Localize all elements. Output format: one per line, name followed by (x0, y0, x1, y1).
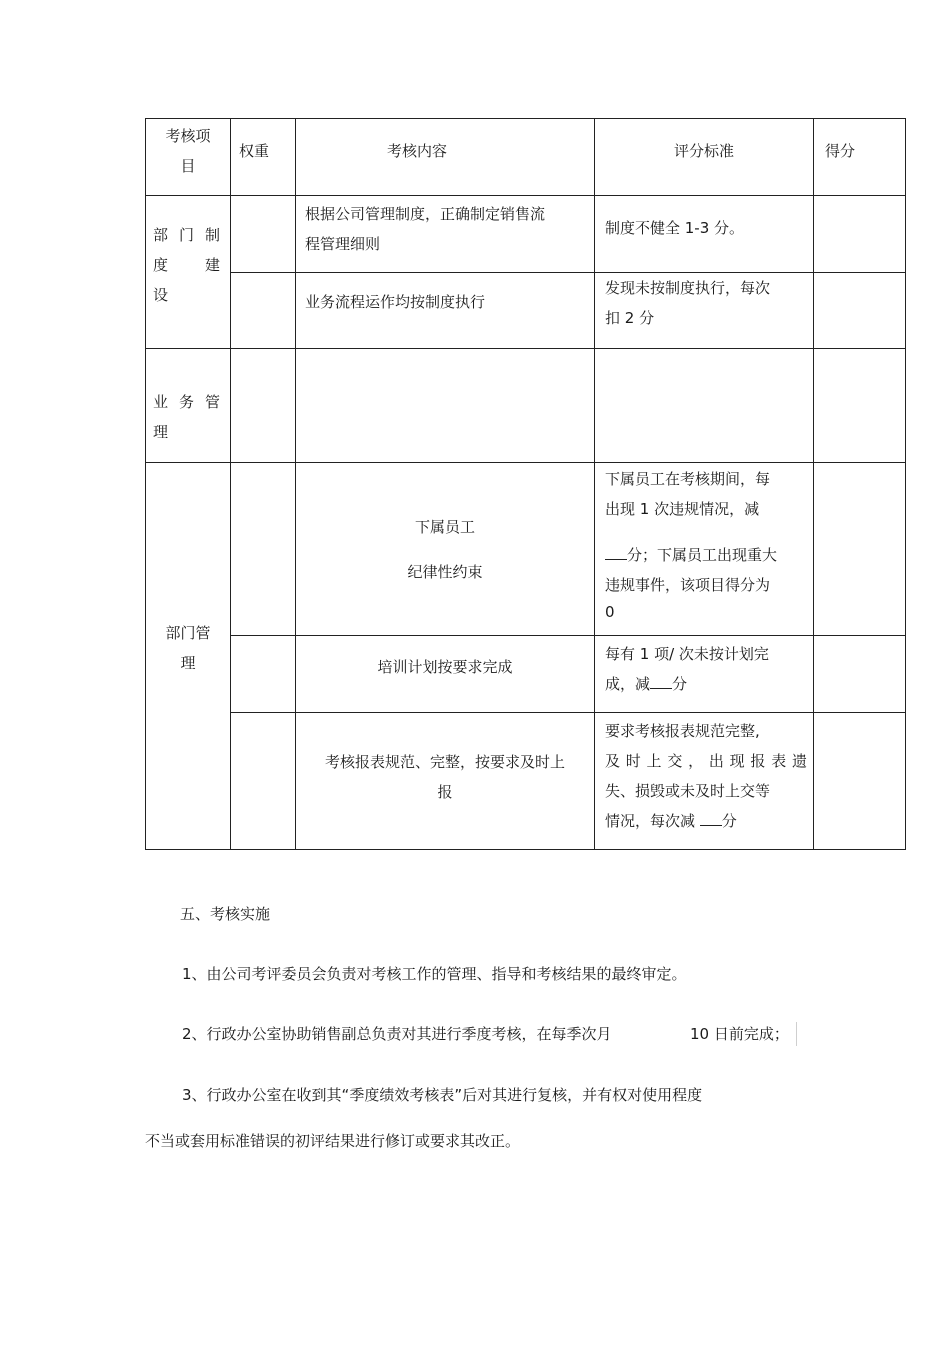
header-score: 得分 (825, 142, 856, 160)
section-item-2-pre: 2、行政办公室协助销售副总负责对其进行季度考核，在每季次月 (182, 1025, 612, 1043)
criteria-text-line2: 扣 2 分 (605, 309, 655, 327)
content-cell (296, 273, 595, 349)
weight-cell (231, 349, 296, 463)
category-business-line2: 理 (153, 423, 169, 441)
weight-cell (231, 636, 296, 713)
category-dept-system-line1: 部 门 制 (153, 226, 220, 244)
category-business-line1: 业 务 管 (153, 393, 220, 411)
criteria-text-line2-pre: 成，减 (605, 675, 651, 693)
content-cell (296, 196, 595, 273)
category-dept-system-cell (146, 196, 231, 349)
header-criteria-cell (595, 119, 814, 196)
criteria-cell (595, 636, 814, 713)
content-cell (296, 636, 595, 713)
score-cell (814, 349, 906, 463)
score-cell (814, 713, 906, 850)
table-row (146, 349, 906, 463)
content-cell (296, 713, 595, 850)
header-weight: 权重 (239, 142, 270, 160)
criteria-cell (595, 713, 814, 850)
criteria-cell (595, 349, 814, 463)
section-item-1: 1、由公司考评委员会负责对考核工作的管理、指导和考核结果的最终审定。 (182, 965, 687, 983)
table-row (146, 713, 906, 850)
category-business-cell (146, 349, 231, 463)
score-cell (814, 196, 906, 273)
table-row (146, 636, 906, 713)
criteria-text-line3: 分；下属员工出现重大 (627, 546, 778, 564)
weight-cell (231, 713, 296, 850)
content-cell (296, 349, 595, 463)
content-text: 业务流程运作均按制度执行 (305, 293, 486, 311)
divider (796, 1022, 797, 1046)
assessment-table (145, 118, 906, 850)
section-item-3-line2: 不当或套用标准错误的初评结果进行修订或要求其改正。 (145, 1132, 521, 1150)
criteria-text-line1: 发现未按制度执行，每次 (605, 279, 771, 297)
score-cell (814, 463, 906, 636)
category-dept-system-line3: 设 (153, 286, 169, 304)
criteria-text-line4-pre: 情况，每次减 (605, 812, 696, 830)
criteria-text-line4: 违规事件，该项目得分为 (605, 576, 771, 594)
criteria-text-line4-post: 分 (721, 812, 737, 830)
criteria-text-line1: 下属员工在考核期间，每 (605, 470, 771, 488)
table-row (146, 273, 906, 349)
score-cell (814, 636, 906, 713)
criteria-text-line2: 出现 1 次违规情况，减 (605, 500, 760, 518)
score-cell (814, 273, 906, 349)
content-text-line2: 报 (437, 783, 453, 801)
section-heading: 五、考核实施 (180, 905, 271, 923)
criteria-text: 制度不健全 1-3 分。 (605, 219, 745, 237)
header-item-cell (146, 119, 231, 196)
criteria-cell (595, 196, 814, 273)
content-text-line1: 下属员工 (414, 518, 475, 536)
criteria-cell (595, 463, 814, 636)
criteria-text-line1: 每有 1 项/ 次未按计划完 (605, 645, 769, 663)
weight-cell (231, 463, 296, 636)
content-text: 培训计划按要求完成 (377, 658, 513, 676)
weight-cell (231, 273, 296, 349)
criteria-text-line2-post: 分 (672, 675, 688, 693)
criteria-text-line1: 要求考核报表规范完整, (605, 722, 760, 740)
content-text-line1: 考核报表规范、完整，按要求及时上 (324, 753, 565, 771)
criteria-text-line3: 失、损毁或未及时上交等 (605, 782, 771, 800)
content-text-line2: 纪律性约束 (407, 563, 483, 581)
header-item-line2: 目 (180, 157, 196, 175)
header-row (146, 119, 906, 196)
content-cell (296, 463, 595, 636)
header-content: 考核内容 (386, 142, 447, 160)
category-dept-mgmt-line2: 理 (180, 654, 196, 672)
criteria-cell (595, 273, 814, 349)
header-criteria: 评分标准 (673, 142, 734, 160)
section-item-2-post: 10 日前完成； (690, 1025, 789, 1043)
category-dept-mgmt-cell (146, 463, 231, 850)
header-score-cell (814, 119, 906, 196)
weight-cell (231, 196, 296, 273)
section-item-3-line1: 3、行政办公室在收到其“季度绩效考核表”后对其进行复核，并有权对使用程度 (182, 1086, 703, 1104)
blank-underline (650, 674, 672, 689)
header-item-line1: 考核项 (165, 127, 211, 145)
content-text-line1: 根据公司管理制度，正确制定销售流 (305, 205, 546, 223)
criteria-text-line2: 及时上交，出现报表遗 (605, 752, 807, 770)
blank-underline (605, 545, 627, 560)
criteria-text-line5: 0 (605, 603, 615, 621)
blank-underline (700, 811, 722, 826)
category-dept-mgmt-line1: 部门管 (165, 624, 211, 642)
table-row (146, 463, 906, 636)
header-content-cell (296, 119, 595, 196)
table-row (146, 196, 906, 273)
content-text-line2: 程管理细则 (305, 235, 381, 253)
category-dept-system-line2: 度 建 (153, 256, 220, 274)
